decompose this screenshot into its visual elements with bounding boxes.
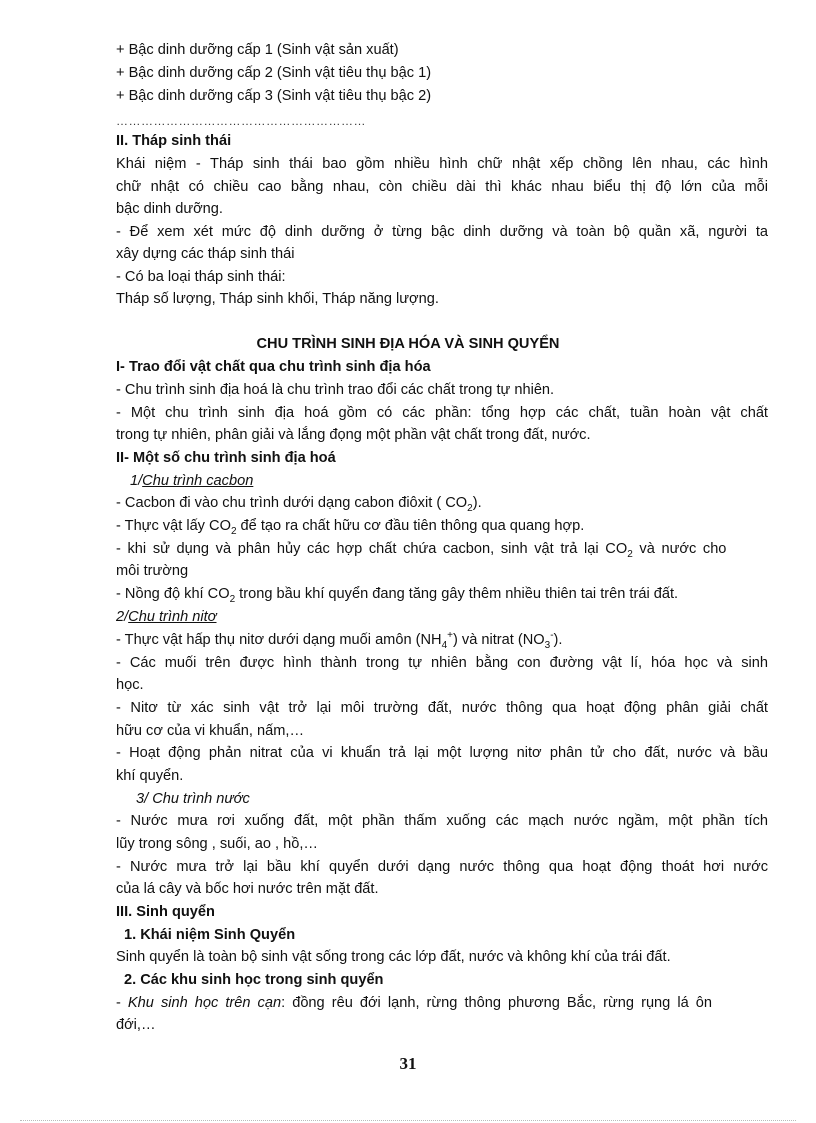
text-run: - Cacbon đi vào chu trình dưới dạng cabon điôxit ( CO [116,495,468,511]
text-run: ). [553,632,563,648]
text-run: - [116,995,128,1011]
paragraph-line: môi trường [116,563,189,579]
paragraph-line: lũy trong sông , suối, ao , hồ,… [116,836,318,852]
text-run: để tạo ra chất hữu cơ đầu tiên thông qua quang hợp. [236,518,585,534]
subsection-title-text: Chu trình cacbon [142,473,254,489]
subsection-title-text: Chu trình nitơ [128,609,217,625]
text-run: - Thực vật hấp thụ nitơ dưới dạng muối amôn (NH [116,632,442,648]
paragraph-line: trong tự nhiên, phân giải và lắng đọng một phần vật chất trong đất, nước. [116,427,591,443]
paragraph-line [116,516,768,536]
list-item: + Bậc dinh dưỡng cấp 1 (Sinh vật sản xuất) [116,42,399,58]
text-run: - Nồng độ khí CO [116,586,230,602]
paragraph-line: Sinh quyển là toàn bộ sinh vật sống trong các lớp đất, nước và không khí của trái đất. [116,949,671,965]
superscript: + [447,630,453,642]
subscript: 2 [229,593,236,605]
subscript: 3 [544,639,551,651]
subsection-heading: 2. Các khu sinh học trong sinh quyển [124,972,384,988]
paragraph-line: - Các muối trên được hình thành trong tự nhiên bằng con đường vật lí, hóa học và sinh [116,655,768,671]
text-run: : đồng rêu đới lạnh, rừng thông phương Bắc, rừng rụng lá ôn [281,995,712,1011]
paragraph-line: - Có ba loại tháp sinh thái: [116,269,286,285]
text-run: và nước cho [632,541,727,557]
paragraph-line: hữu cơ của vi khuẩn, nấm,… [116,723,305,739]
section-heading: I- Trao đổi vật chất qua chu trình sinh địa hóa [116,359,431,375]
section-heading: II. Tháp sinh thái [116,133,232,149]
subsection-number: 1/ [130,473,143,489]
subsection-heading: 1. Khái niệm Sinh Quyển [124,927,296,943]
paragraph-line: - Nước mưa rơi xuống đất, một phần thấm xuống các mạch nước ngầm, một phần tích [116,813,768,829]
paragraph-line: Tháp số lượng, Tháp sinh khối, Tháp năng lượng. [116,291,439,307]
paragraph-line: Khái niệm - Tháp sinh thái bao gồm nhiều hình chữ nhật xếp chồng lên nhau, các hình [116,156,768,172]
subsection-number: 2/ [116,609,129,625]
section-heading: II- Một số chu trình sinh địa hoá [116,450,336,466]
subscript: 2 [627,548,633,560]
text-run: - khi sử dụng và phân hủy các hợp chất chứa cacbon, sinh vật trả lại CO [116,541,628,557]
paragraph-line [116,993,768,1013]
superscript: - [550,630,554,642]
paragraph-line: khí quyển. [116,768,184,784]
subscript: 2 [467,502,473,514]
paragraph-line: - Nitơ từ xác sinh vật trở lại môi trường đất, nước thông qua hoạt động phân giải chất [116,700,768,716]
list-item: + Bậc dinh dưỡng cấp 3 (Sinh vật tiêu thụ bậc 2) [116,88,432,104]
paragraph-line: đới,… [116,1017,156,1033]
section-heading: III. Sinh quyển [116,904,215,920]
paragraph-line: của lá cây và bốc hơi nước trên mặt đất. [116,881,379,897]
paragraph-line [116,630,768,650]
list-item: + Bậc dinh dưỡng cấp 2 (Sinh vật tiêu thụ bậc 1) [116,65,432,81]
text-run-italic: Khu sinh học trên cạn [127,995,282,1011]
paragraph-line: - Nước mưa trở lại bầu khí quyển dưới dạng nước thông qua hoạt động thoát hơi nước [116,859,768,875]
dotted-separator: …………………………………………………… [116,114,366,128]
paragraph-line: bậc dinh dưỡng. [116,201,223,217]
text-run: trong bầu khí quyển đang tăng gây thêm nhiều thiên tai trên trái đất. [235,586,679,602]
paragraph-line: xây dựng các tháp sinh thái [116,246,295,262]
subsection-title [130,471,782,491]
subsection-title: 3/ Chu trình nước [136,791,250,807]
paragraph-line: - Chu trình sinh địa hoá là chu trình trao đổi các chất trong tự nhiên. [116,382,555,398]
paragraph-line [116,493,768,513]
paragraph-line: học. [116,677,144,693]
subscript: 4 [441,639,448,651]
text-run: - Thực vật lấy CO [116,518,231,534]
text-run: ) và nitrat (NO [452,632,545,648]
subscript: 2 [230,525,237,537]
paragraph-line [116,584,768,604]
paragraph-line: - Một chu trình sinh địa hoá gồm có các phần: tổng hợp các chất, tuần hoàn vật chất [116,405,768,421]
page-number: 31 [399,1054,417,1073]
text-run: ). [472,495,482,511]
paragraph-line: - Hoạt động phản nitrat của vi khuẩn trả lại một lượng nitơ phân tử cho đất, nước và bầu [116,745,768,761]
chapter-title: CHU TRÌNH SINH ĐỊA HÓA VÀ SINH QUYỂN [256,336,560,352]
paragraph-line: chữ nhật có chiều cao bằng nhau, còn chiều dài thì khác nhau biểu thị độ lớn của mỗi [116,179,768,195]
paragraph-line: - Để xem xét mức độ dinh dưỡng ở từng bậc dinh dưỡng và toàn bộ quần xã, người ta [116,224,768,240]
subsection-title [116,607,768,627]
paragraph-line [116,539,768,559]
page-bottom-divider [20,1120,796,1121]
